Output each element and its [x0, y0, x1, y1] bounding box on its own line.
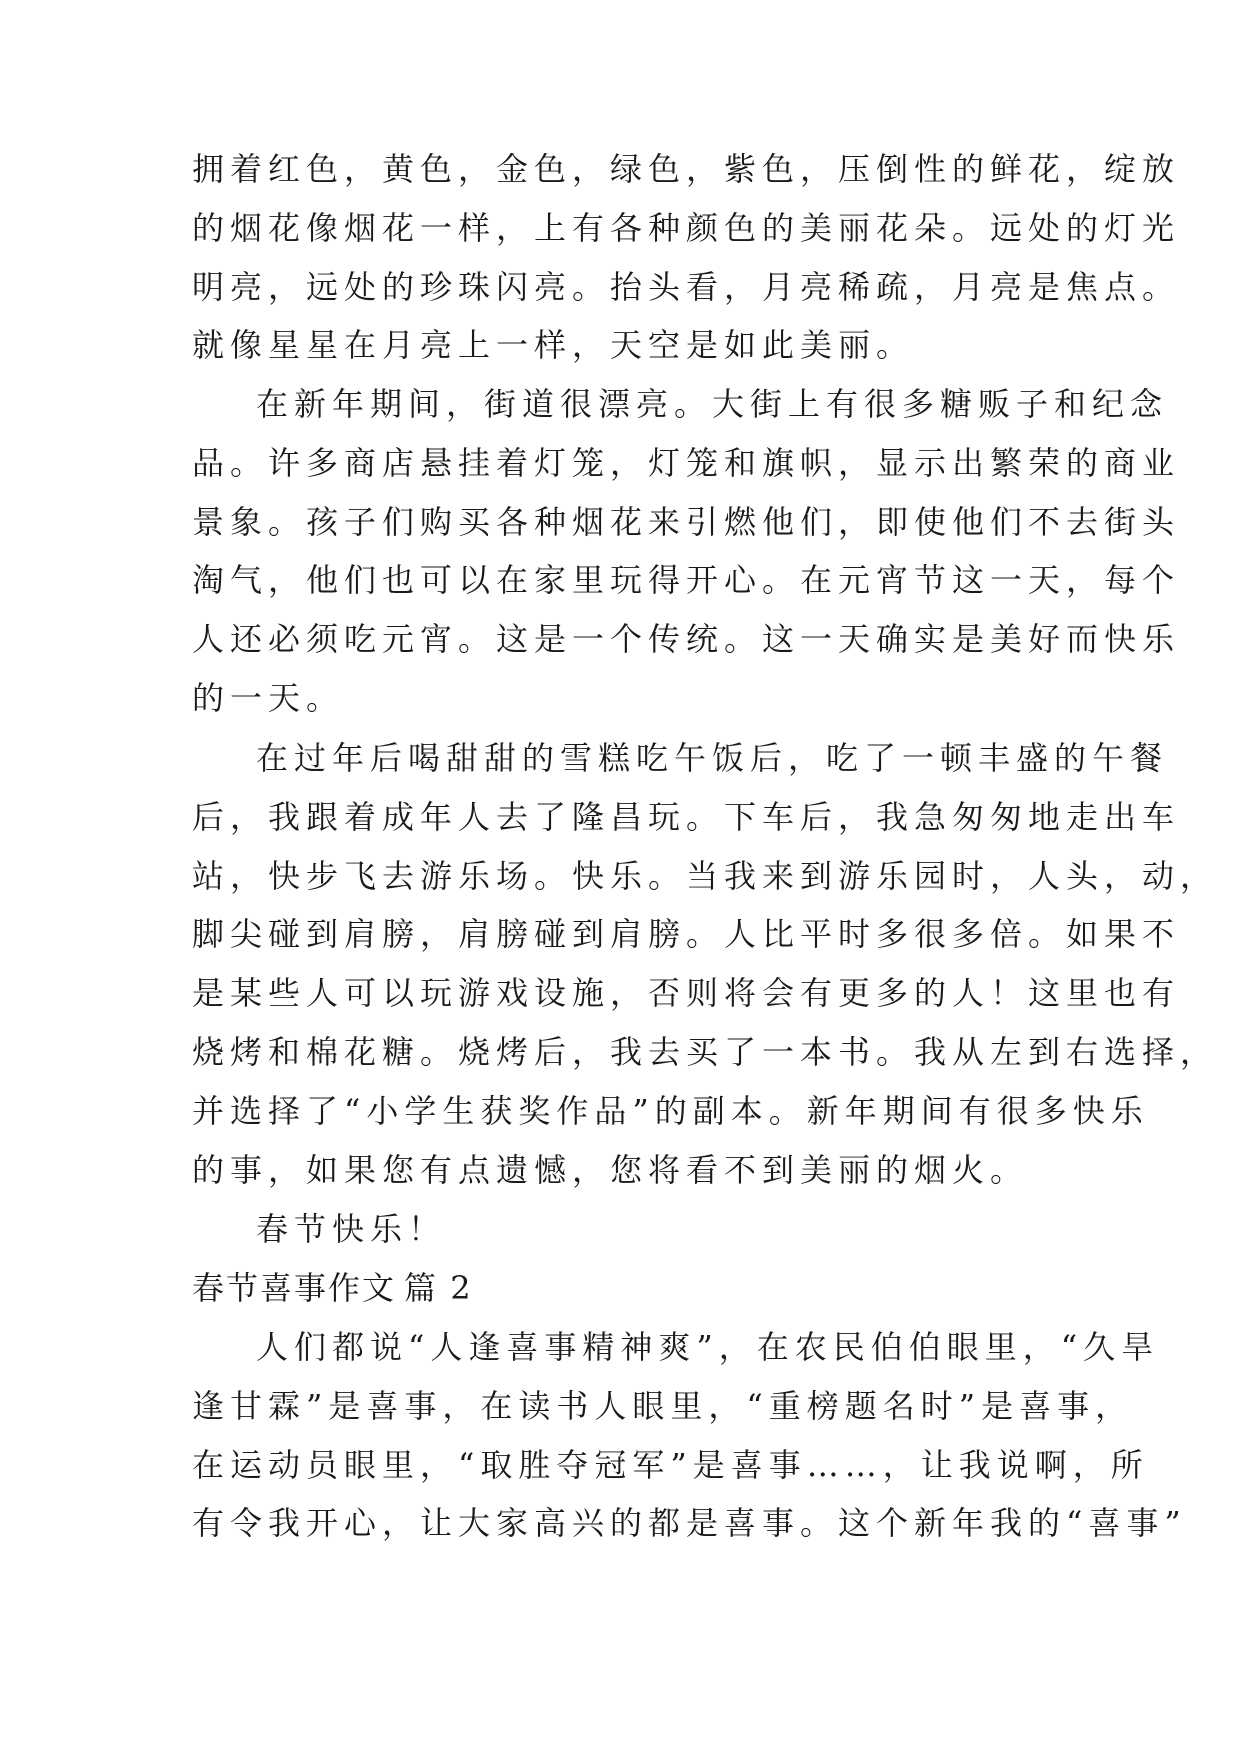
- text-line: 淘气，他们也可以在家里玩得开心。在元宵节这一天，每个: [192, 561, 1181, 600]
- text-line: 人还必须吃元宵。这是一个传统。这一天确实是美好而快乐: [192, 620, 1181, 659]
- text-line: 拥着红色，黄色，金色，绿色，紫色，压倒性的鲜花，绽放: [192, 150, 1181, 188]
- text-line: 的事，如果您有点遗憾，您将看不到美丽的烟火。: [192, 1150, 1029, 1189]
- text-line: 在运动员眼里，“取胜夺冠军”是喜事……，让我说啊，所: [192, 1445, 1149, 1484]
- text-line: 明亮，远处的珍珠闪亮。抬头看，月亮稀疏，月亮是焦点。: [192, 267, 1181, 306]
- text-line: 并选择了“小学生获奖作品”的副本。新年期间有很多快乐: [192, 1091, 1149, 1130]
- text-line: 逢甘霖”是喜事，在读书人眼里，“重榜题名时”是喜事，: [192, 1386, 1134, 1425]
- paragraph-1: [192, 140, 1181, 375]
- text-line: 在新年期间，街道很漂亮。大街上有很多糖贩子和纪念: [256, 385, 1169, 423]
- text-line: 有令我开心，让大家高兴的都是喜事。这个新年我的“喜事”: [192, 1504, 1187, 1543]
- text-line: 春节快乐！: [256, 1210, 447, 1248]
- text-line: 脚尖碰到肩膀，肩膀碰到肩膀。人比平时多很多倍。如果不: [192, 915, 1181, 954]
- heading-title: 春节喜事作文: [192, 1269, 397, 1307]
- text-line: 烧烤和棉花糖。烧烤后，我去买了一本书。我从左到右选择，: [192, 1032, 1219, 1071]
- paragraph-4: [192, 1200, 1072, 1259]
- text-line: 的一天。: [192, 678, 345, 717]
- text-line: 就像星星在月亮上一样，天空是如此美丽。: [192, 326, 915, 365]
- text-line: 是某些人可以玩游戏设施，否则将会有更多的人！这里也有: [192, 974, 1181, 1013]
- section-heading: [192, 1259, 1072, 1318]
- text-line: 品。许多商店悬挂着灯笼，灯笼和旗帜，显示出繁荣的商业: [192, 443, 1181, 482]
- paragraph-5: [192, 1318, 1187, 1553]
- paragraph-3: [192, 729, 1219, 1199]
- text-line: 后，我跟着成年人去了隆昌玩。下车后，我急匆匆地走出车: [192, 797, 1181, 836]
- heading-line: [192, 1259, 1072, 1318]
- text-line: 人们都说“人逢喜事精神爽”，在农民伯伯眼里，“久旱: [256, 1328, 1160, 1366]
- paragraph-2: [192, 375, 1181, 728]
- text-line: 的烟花像烟花一样，上有各种颜色的美丽花朵。远处的灯光: [192, 208, 1181, 247]
- text-line: 景象。孩子们购买各种烟花来引燃他们，即使他们不去街头: [192, 502, 1181, 541]
- text-line: 在过年后喝甜甜的雪糕吃午饭后，吃了一顿丰盛的午餐: [256, 739, 1169, 777]
- heading-number: 篇 2: [404, 1269, 473, 1307]
- text-line: 站，快步飞去游乐场。快乐。当我来到游乐园时，人头，动，: [192, 856, 1219, 895]
